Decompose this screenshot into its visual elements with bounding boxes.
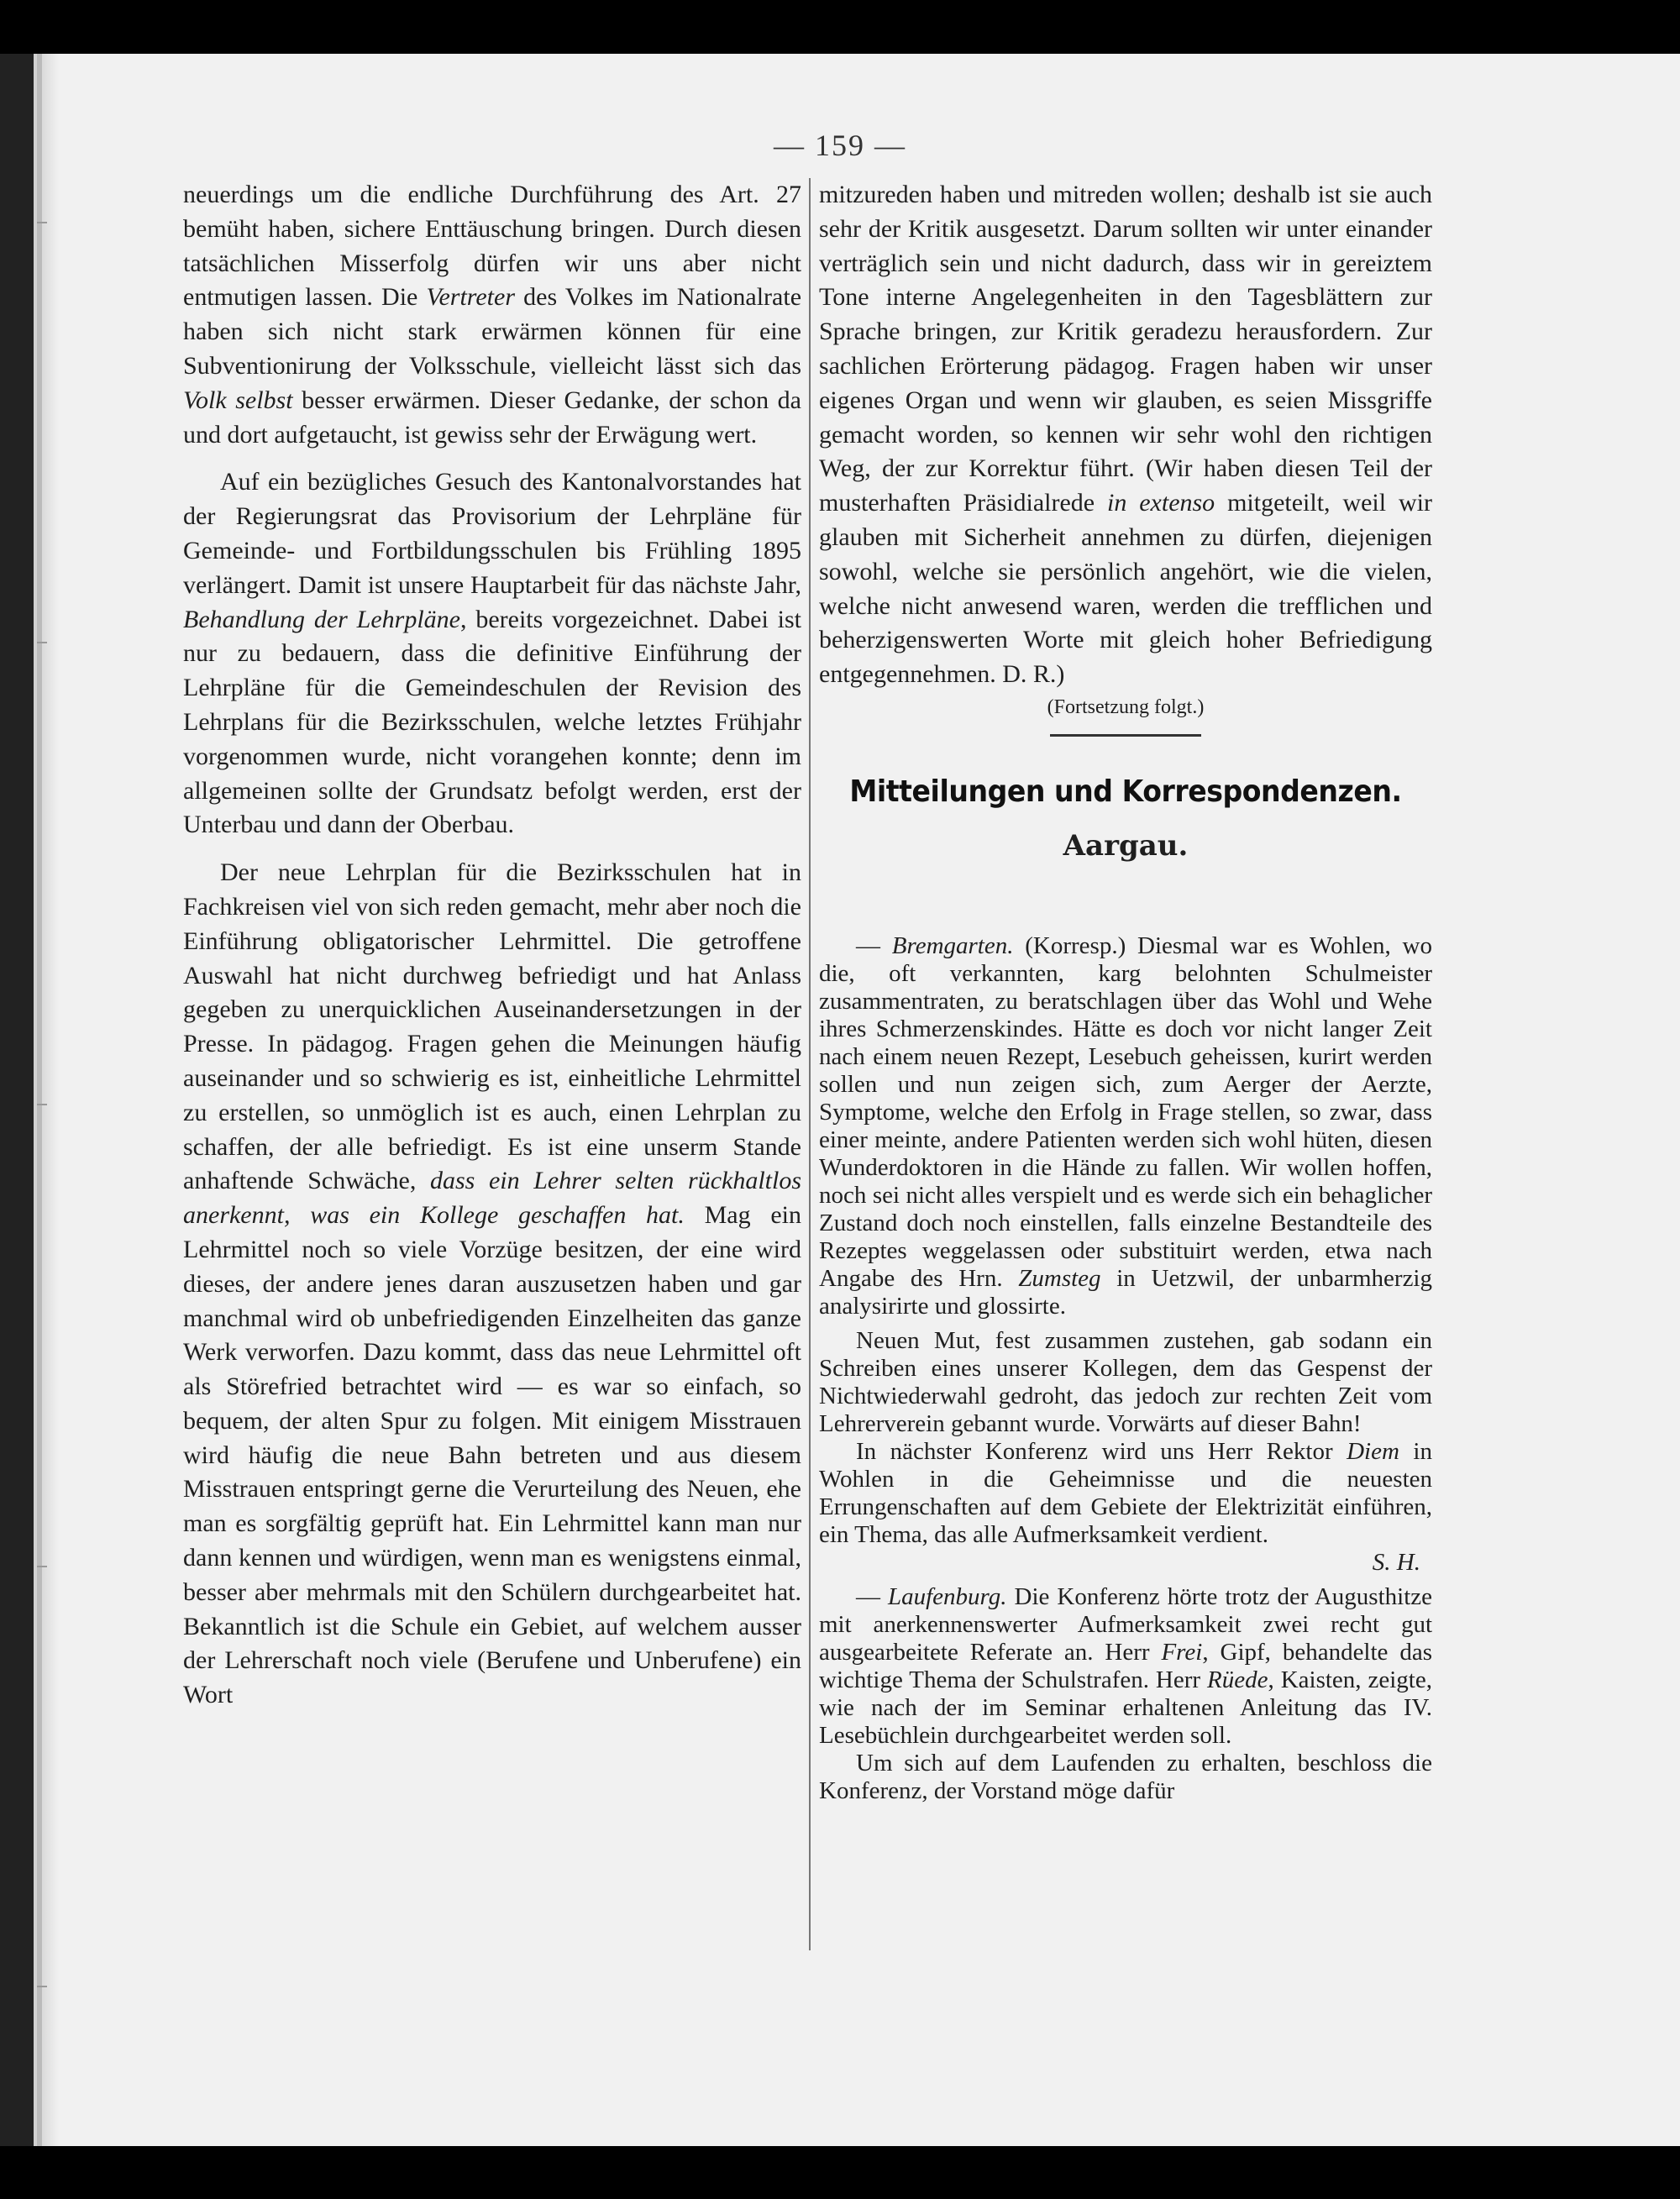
text-run: Die Konferenz hörte trotz der Augusthitze mit anerkennenswerter Aufmerksamkeit zwei recht gut ausgearbeitete Referate an. Herr: [819, 1583, 1433, 1666]
text-run: Mag ein Lehrmittel noch so viele Vorzüge besitzen, der eine wird dieses, der andere jenes daran auszusetzen haben und gar manchmal wird ob unbefriedigenden Einzelheiten das ganze Werk verworfen. Dazu kommt, dass das neue Lehrmittel oft als Störefried betrachtet wird — es war so einfach, so bequem, der alten Spur zu folgen. Mit einigem Misstrauen wird häufig die neue Bahn betreten und aus diesem Misstrauen entspringt gerne die Verurteilung des Neuen, ehe man es sorgfältig geprüft hat. Ein Lehrmittel kann man nur dann kennen und würdigen, wenn man es wenigstens einmal, besser aber mehrmals mit den Schülern durchgearbeitet hat. Bekanntlich ist die Schule ein Gebiet, auf welchem ausser der Lehrerschaft noch viele (Berufene und Unberufene) ein Wort: [183, 1201, 801, 1709]
person-name: Frei: [1161, 1639, 1203, 1666]
place-name: Laufenburg.: [888, 1583, 1007, 1610]
left-column: [183, 178, 801, 1713]
ruler-mark: [37, 222, 47, 223]
text-run: in Wohlen in die Geheimnisse und die neuesten Errungenschaften auf dem Gebiete der Elektrizität einführen, ein Thema, das alle Aufmerksamkeit verdient.: [819, 1438, 1432, 1548]
text-run: —: [856, 932, 892, 959]
emphasis: Volk selbst: [183, 386, 293, 414]
ruler-mark: [37, 642, 47, 643]
region-title: Aargau.: [1063, 828, 1189, 863]
emphasis: Behandlung der Lehrpläne: [183, 605, 460, 633]
text-run: In nächster Konferenz wird uns Herr Rektor: [856, 1438, 1347, 1465]
text-run: mitgeteilt, weil wir glauben mit Sicherheit annehmen zu dürfen, diejenigen sowohl, welche sie persönlich angehört, wie die vielen, welche nicht anwesend waren, werden die trefflichen und beherzigenswerten Worte mit gleich hoher Befriedigung entgegennehmen. D. R.): [819, 489, 1432, 689]
right-column-lower: [819, 932, 1432, 1805]
text-run: in Uetzwil, der unbarmherzig analysirirte und glossirte.: [819, 1265, 1432, 1320]
text-run: Auf ein bezügliches Gesuch des Kantonalvorstandes hat der Regierungsrat das Provisorium der Lehrpläne für Gemeinde- und Fortbildungsschulen bis Frühling 1895 verlängert. Damit ist unsere Hauptarbeit für das nächste Jahr,: [183, 468, 801, 599]
text-run: —: [856, 1583, 888, 1610]
left-paragraph-2: [183, 465, 801, 842]
text-run: , bereits vorgezeichnet. Dabei ist nur zu bedauern, dass die definitive Einführung der Lehrpläne für die Gemeindeschulen der Revision des Lehrplans für die Bezirksschulen, welche letztes Frühjahr vorgenommen wurde, nicht vorangehen konnte; denn im allgemeinen sollte der Grundsatz befolgt werden, erst der Unterbau und dann der Oberbau.: [183, 605, 801, 839]
person-name: Rüede: [1207, 1666, 1268, 1693]
page-number: — 159 —: [774, 129, 906, 162]
ruler-mark: [37, 1104, 47, 1105]
report-bremgarten: [819, 932, 1432, 1320]
report-paragraph: Neuen Mut, fest zusammen zustehen, gab sodann ein Schreiben eines unserer Kollegen, dem das Gespenst der Nichtwiederwahl gedroht, das jedoch zur rechten Zeit vom Lehrerverein gebannt wurde. Vorwärts auf dieser Bahn!: [819, 1327, 1432, 1437]
report-paragraph: Um sich auf dem Laufenden zu erhalten, beschloss die Konferenz, der Vorstand möge dafür: [819, 1750, 1432, 1804]
person-name: Diem: [1347, 1438, 1399, 1465]
ruler-mark: [37, 1986, 47, 1987]
section-title: Mitteilungen und Korrespondenzen.: [849, 774, 1402, 809]
report-laufenburg: [819, 1583, 1432, 1750]
scan-top-border: [0, 0, 1680, 54]
column-divider: [809, 178, 811, 1950]
continued-note: (Fortsetzung folgt.): [1047, 695, 1205, 718]
right-paragraph-1: [819, 178, 1432, 692]
place-name: Bremgarten.: [891, 932, 1014, 959]
page-edge-ruler: [37, 54, 42, 2146]
emphasis: in extenso: [1107, 489, 1215, 517]
person-name: Zumsteg: [1018, 1265, 1101, 1292]
section-divider: [1050, 734, 1201, 737]
left-paragraph-1: [183, 178, 801, 452]
text-run: , Gipf, behandelte das wichtige Thema der Schulstrafen. Herr: [819, 1639, 1432, 1693]
left-paragraph-3: [183, 856, 801, 1713]
scan-bottom-border: [0, 2146, 1680, 2199]
report-paragraph: [819, 1438, 1432, 1577]
text-run: mitzureden haben und mitreden wollen; deshalb ist sie auch sehr der Kritik ausgesetzt. Darum sollten wir unter einander verträglich sein und nicht dadurch, dass wir in gereiztem Tone interne Angelegenheiten in den Tagesblättern zur Sprache bringen, zur Kritik geradezu herausfordern. Zur sachlichen Erörterung pädagog. Fragen haben wir unser eigenes Organ und wenn wir glauben, es seien Missgriffe gemacht worden, so kennen wir sehr wohl den richtigen Weg, der zur Korrektur führt. (Wir haben diesen Teil der musterhaften Präsidialrede: [819, 181, 1432, 517]
text-run: (Korresp.) Diesmal war es Wohlen, wo die, oft verkannten, karg belohnten Schulmeister zusammentraten, zu beratschlagen über das Wohl und Wehe ihres Schmerzenskindes. Hätte es doch vor nicht langer Zeit nach einem neuen Rezept, Lesebuch geheissen, kurirt werden sollen und nun zeigen sich, zum Aerger der Aerzte, Symptome, welche den Erfolg in Frage stellen, so zwar, dass einer meinte, andere Patienten werden sich wohl hüten, diesen Wunderdoktoren in die Hände zu fallen. Wir wollen hoffen, noch sei nicht alles verspielt und es werde sich ein behaglicher Zustand doch noch einstellen, falls einzelne Bestandteile des Rezeptes weggelassen oder substituirt werden, etwa nach Angabe des Hrn.: [819, 932, 1433, 1292]
text-run: Der neue Lehrplan für die Bezirksschulen hat in Fachkreisen viel von sich reden gemacht, mehr aber noch die Einführung obligatorischer Lehrmittel. Die getroffene Auswahl hat nicht durchweg befriedigt und hat Anlass gegeben zu unerquicklichen Auseinandersetzungen in der Presse. In pädagog. Fragen gehen die Meinungen häufig auseinander und so schwierig es ist, einheitliche Lehrmittel zu erstellen, so unmöglich ist es auch, einen Lehrplan zu schaffen, der alle befriedigt. Es ist eine unserm Stande anhaftende Schwäche,: [183, 858, 801, 1195]
right-column-upper: [819, 178, 1432, 873]
emphasis: dass ein Lehrer selten rückhaltlos anerkennt, was ein Kollege geschaffen hat.: [183, 1167, 802, 1230]
text-run: , Kaisten, zeigte, wie nach der im Seminar erhaltenen Anleitung das IV. Lesebüchlein durchgearbeitet werden soll.: [819, 1666, 1432, 1749]
text-run: neuerdings um die endliche Durchführung des Art. 27 bemüht haben, sichere Enttäuschung bringen. Durch diesen tatsächlichen Misserfolg dürfen wir uns aber nicht entmutigen lassen. Die: [183, 181, 801, 312]
emphasis: Vertreter: [426, 283, 516, 312]
text-run: besser erwärmen. Dieser Gedanke, der schon da und dort aufgetaucht, ist gewiss sehr der Erwägung wert.: [183, 386, 801, 449]
ruler-mark: [37, 1566, 47, 1567]
text-run: des Volkes im Nationalrate haben sich nicht stark erwärmen können für eine Subventionirung der Volksschule, vielleicht lässt sich das: [183, 283, 802, 380]
scan-left-border: [0, 54, 34, 2146]
author-signature: S. H.: [1372, 1549, 1420, 1576]
